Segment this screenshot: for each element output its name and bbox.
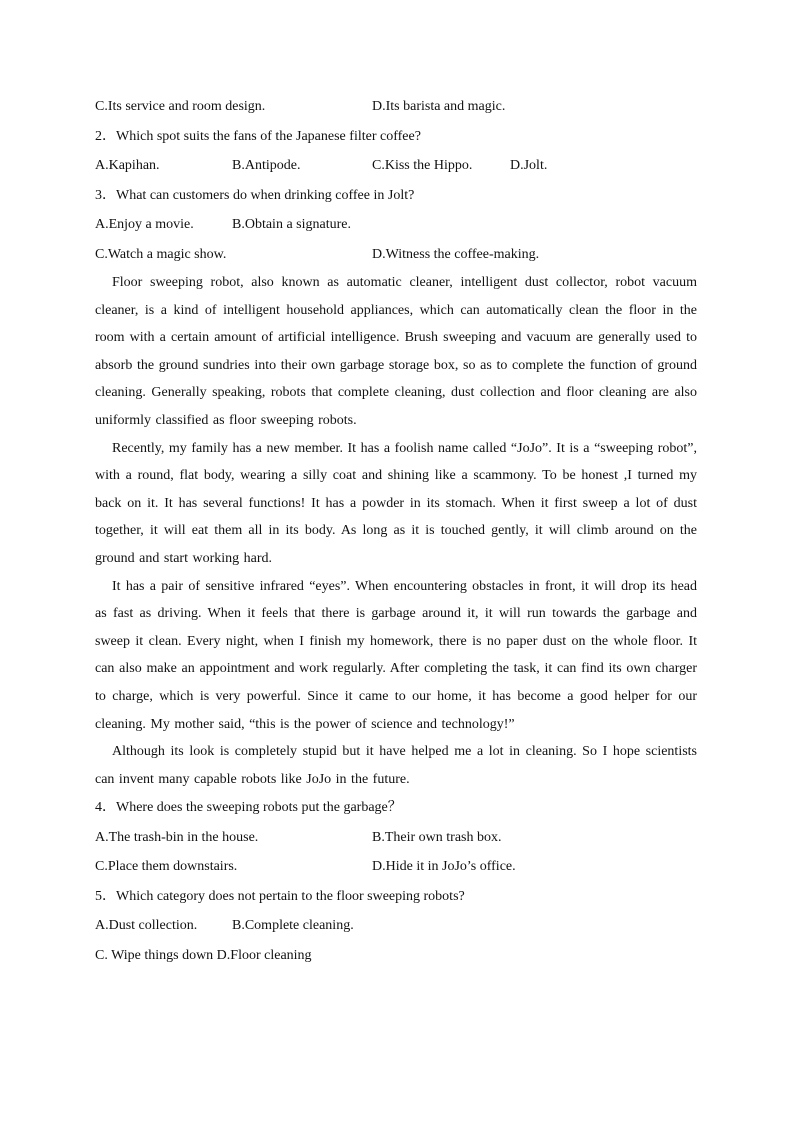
q4-options-row-ab [95,823,697,853]
q4-option-b: B.Their own trash box. [372,829,502,845]
q5-options-row-cd [95,941,697,971]
q3-options-row-cd [95,240,697,270]
q3-option-b: B.Obtain a signature. [232,217,351,232]
q4-option-d: D.Hide it in JoJo’s office. [372,859,516,875]
q3-options-row-ab [95,210,697,240]
q5-option-cd: C. Wipe things down D.Floor cleaning [95,947,312,963]
q1-option-c: C.Its service and room design. [95,99,266,114]
q1-options-row-cd [95,92,697,122]
q2-question: 2．Which spot suits the fans of the Japanese filter coffee? [95,128,421,144]
q2-options-row [95,151,697,181]
q4-option-a: A.The trash-bin in the house. [95,829,259,845]
passage-paragraph-2: Recently, my family has a new member. It has a foolish name called “JoJo”. It is a “sweeping robot”, with a round, flat body, wearing a silly coat and shining like a scammony. To be honest ,I turned my back on it. It has several functions! It has a powder in its stomach. When it first sweep a lot of dust together, it will eat them all in its body. As long as it is touched gently, it will climb around on the ground and start working hard. [95,440,697,566]
q5-question: 5．Which category does not pertain to the floor sweeping robots? [95,888,465,904]
q2-option-c: C.Kiss the Hippo. [372,158,473,173]
q3-option-a: A.Enjoy a movie. [95,217,194,232]
q2-option-b: B.Antipode. [232,158,301,173]
q5-options-row-ab [95,911,697,941]
passage-paragraph-1: Floor sweeping robot, also known as automatic cleaner, intelligent dust collector, robot vacuum cleaner, is a kind of intelligent household appliances, which can automatically clean the floor in the room with a certain amount of artificial intelligence. Brush sweeping and vacuum are generally used to absorb the ground sundries into their own garbage storage box, so as to complete the function of ground cleaning. Generally speaking, robots that complete cleaning, dust collection and floor cleaning are also uniformly classified as floor sweeping robots. [95,275,697,428]
passage-paragraph-3: It has a pair of sensitive infrared “eyes”. When encountering obstacles in front, it will drop its head as fast as driving. When it feels that there is garbage around it, it will run towards the garbage and sweep it clean. Every night, when I finish my homework, there is no paper dust on the whole floor. It can also make an appointment and work regularly. After completing the task, it can find its own charger to charge, which is very powerful. Since it came to our home, it has become a good helper for our cleaning. My mother said, “this is the power of science and technology!” [95,578,697,732]
q1-option-d: D.Its barista and magic. [372,99,506,114]
q3-option-c: C.Watch a magic show. [95,246,227,262]
q4-question: 4．Where does the sweeping robots put the garbage？ [95,800,402,816]
q4-options-row-cd [95,852,697,882]
passage-paragraph-4: Although its look is completely stupid but it have helped me a lot in cleaning. So I hope scientists can invent many capable robots like JoJo in the future. [95,744,697,787]
q3-question: 3．What can customers do when drinking coffee in Jolt? [95,187,415,203]
q5-option-a: A.Dust collection. [95,918,198,934]
q2-option-a: A.Kapihan. [95,158,160,173]
q3-option-d: D.Witness the coffee-making. [372,246,540,262]
q5-option-b: B.Complete cleaning. [232,918,354,934]
exam-page [95,92,697,970]
q4-option-c: C.Place them downstairs. [95,859,238,875]
q2-option-d: D.Jolt. [510,158,548,173]
